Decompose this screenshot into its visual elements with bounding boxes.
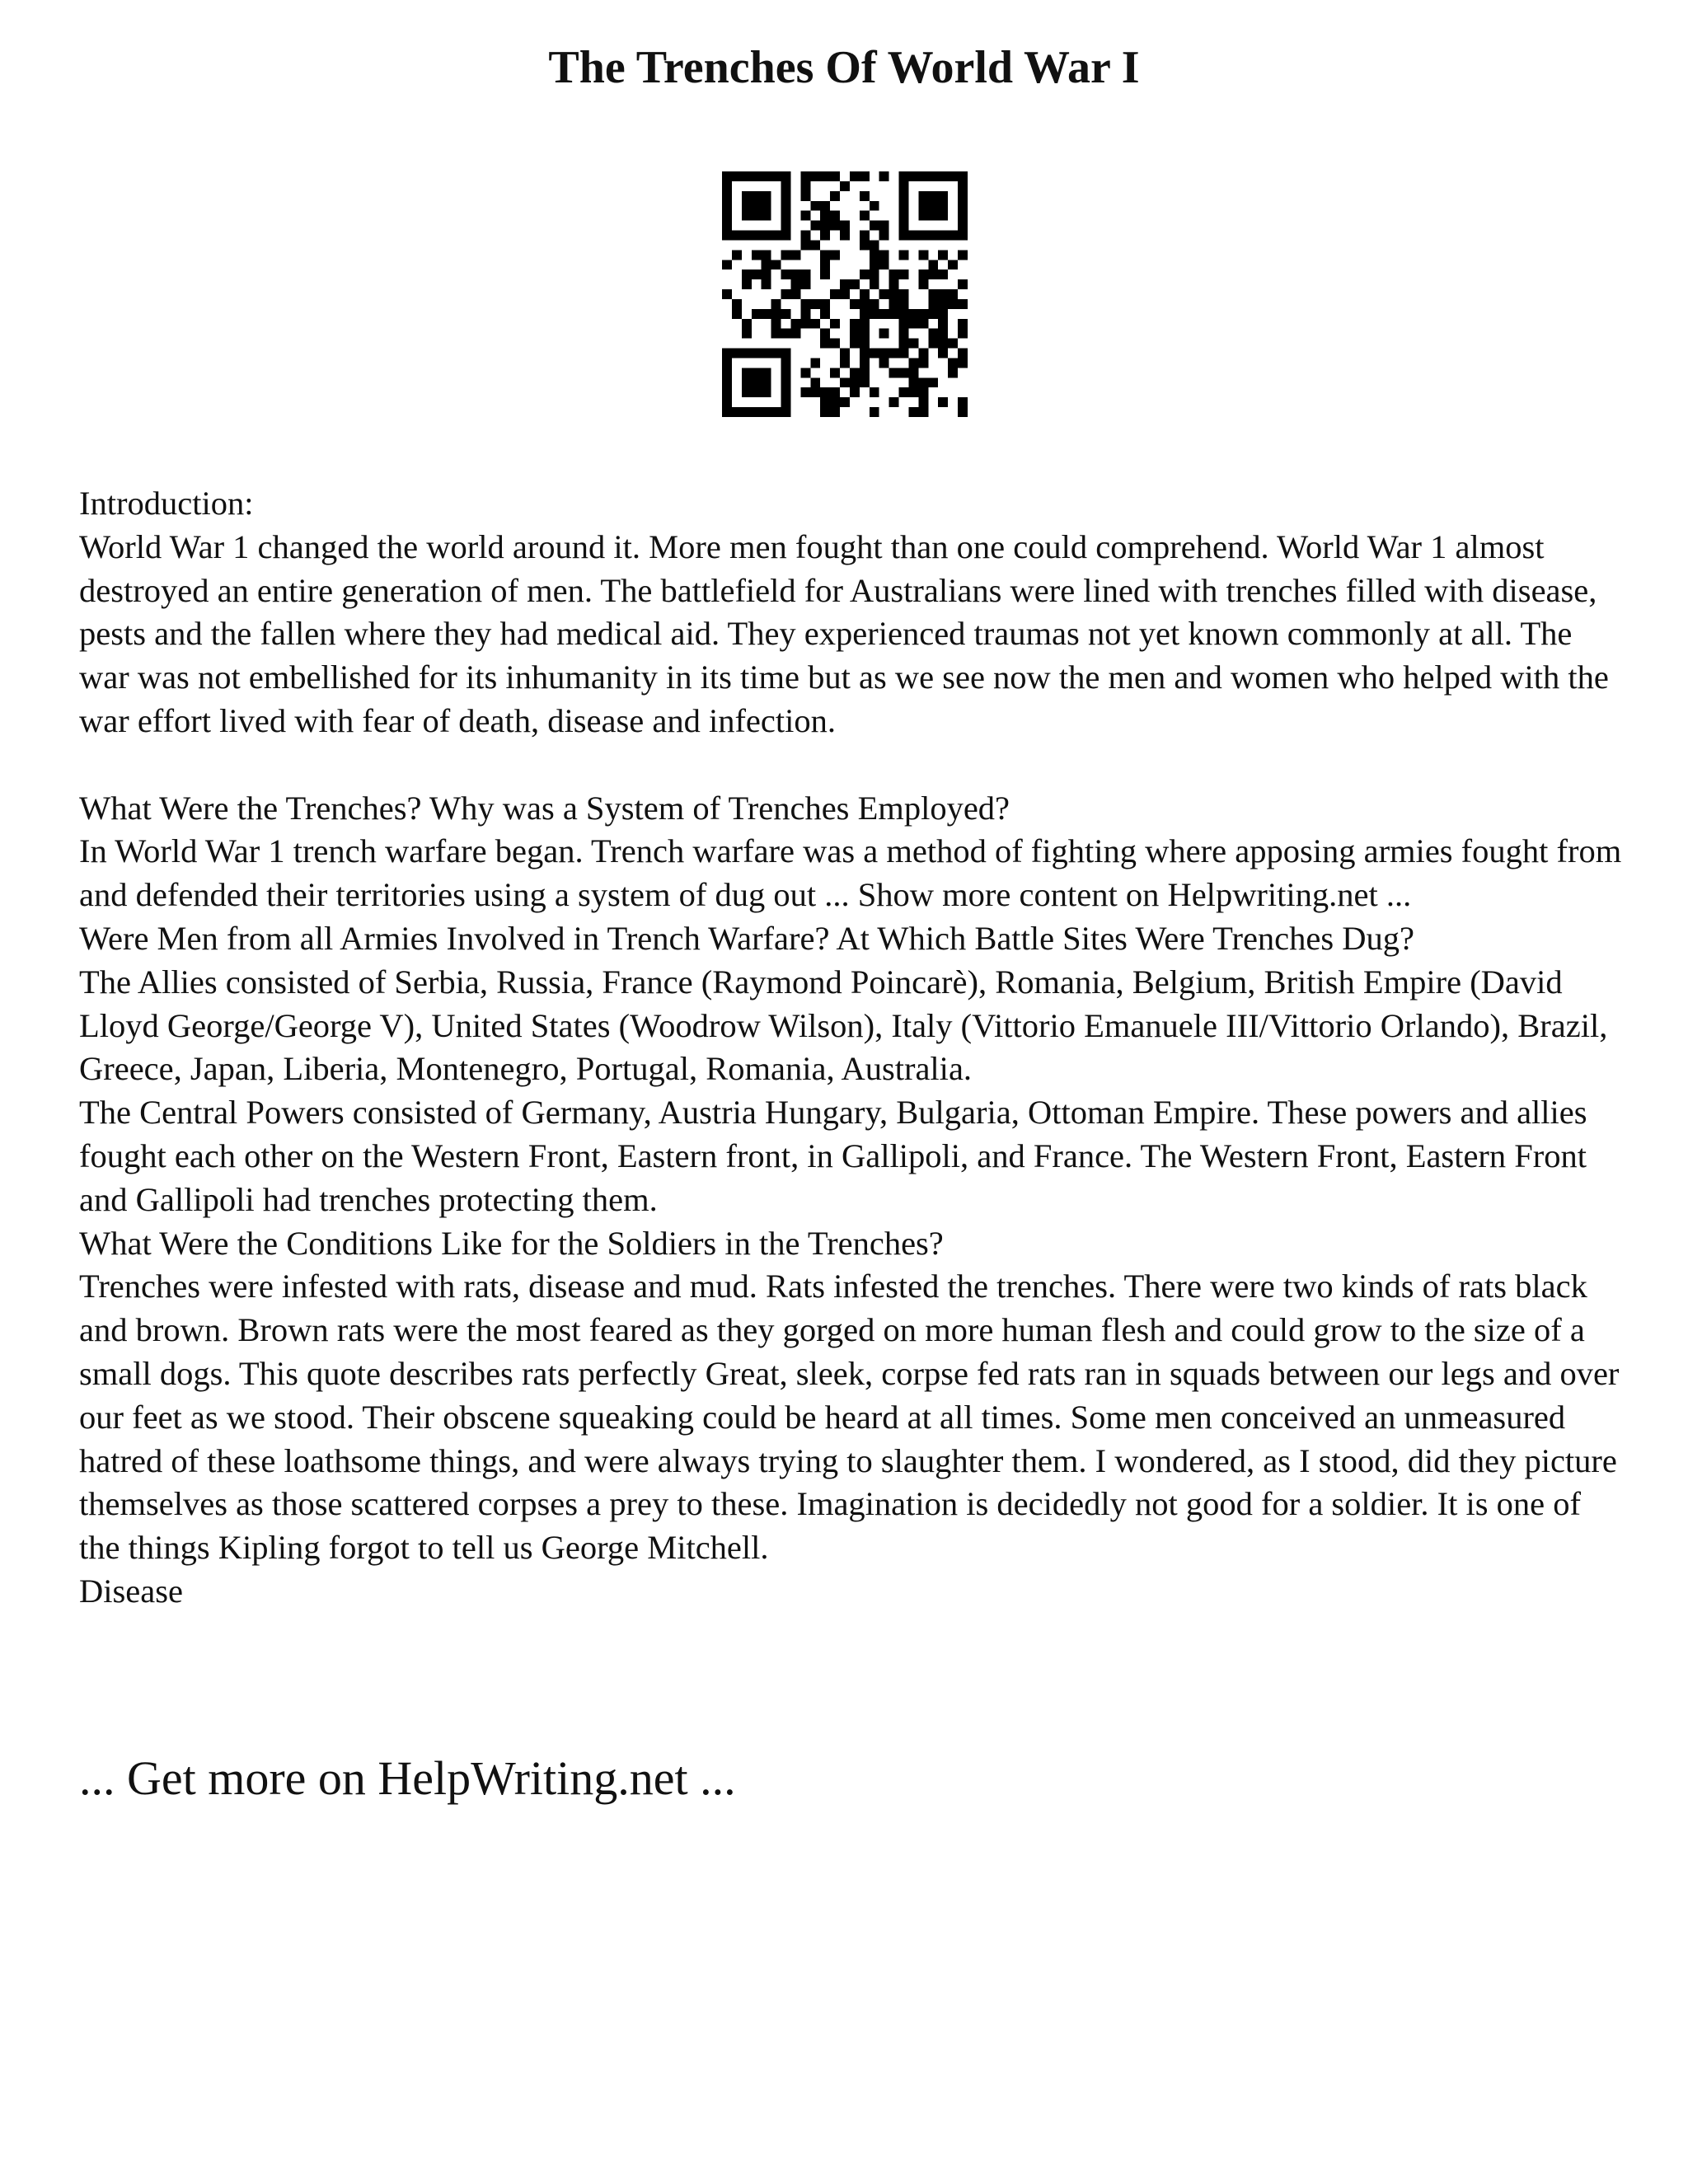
intro-paragraph: World War 1 changed the world around it. More men fought than one could comprehend. World War 1 almost destroyed an entire generation of men. The battlefield for Australians were lined with trenches filled with disease, pests and the fallen where they had medical aid. They experienced traumas not yet known commonly at all. The war was not embellished for its inhumanity in its time but as we see now the men and women who helped with the war effort lived with fear of death, disease and infection. — [79, 527, 1609, 739]
get-more-link[interactable]: ... Get more on HelpWriting.net ... — [79, 1751, 736, 1805]
trenches-paragraph: In World War 1 trench warfare began. Trench warfare was a method of fighting where apposing armies fought from and defended their territories using a system of dug out ... Show more content on Helpwriting.net ... — [79, 832, 1622, 914]
paragraph-spacer — [79, 743, 1629, 787]
document-body — [79, 482, 1629, 1614]
armies-heading: Were Men from all Armies Involved in Trench Warfare? At Which Battle Sites Were Trenches Dug? — [79, 919, 1414, 957]
intro-heading: Introduction: — [79, 485, 254, 522]
qr-code-icon[interactable] — [722, 171, 968, 417]
conditions-paragraph: Trenches were infested with rats, disease and mud. Rats infested the trenches. There were two kinds of rats black and brown. Brown rats were the most feared as they gorged on more human flesh and could grow to the size of a small dogs. This quote describes rats perfectly Great, sleek, corpse fed rats ran in squads between our legs and over our feet as we stood. Their obscene squeaking could be heard at all times. Some men conceived an unmeasured hatred of these loathsome things, and were always trying to slaughter them. I wondered, as I stood, did they picture themselves as those scattered corpses a prey to these. Imagination is decidedly not good for a soldier. It is one of the things Kipling forgot to tell us George Mitchell. — [79, 1268, 1620, 1567]
central-powers-paragraph: The Central Powers consisted of Germany, Austria Hungary, Bulgaria, Ottoman Empire. These powers and allies fought each other on the Western Front, Eastern front, in Gallipoli, and France. The Western Front, Eastern Front and Gallipoli had trenches protecting them. — [79, 1094, 1587, 1218]
allies-paragraph: The Allies consisted of Serbia, Russia, France (Raymond Poincarè), Romania, Belgium, British Empire (David Lloyd George/George V), United States (Woodrow Wilson), Italy (Vittorio Emanuele III/Vittorio Orlando), Brazil, Greece, Japan, Liberia, Montenegro, Portugal, Romania, Australia. — [79, 963, 1608, 1088]
disease-heading: Disease — [79, 1572, 183, 1610]
document-title: The Trenches Of World War I — [548, 42, 1140, 93]
trenches-heading: What Were the Trenches? Why was a System of Trenches Employed? — [79, 789, 1010, 827]
conditions-heading: What Were the Conditions Like for the Soldiers in the Trenches? — [79, 1224, 944, 1262]
